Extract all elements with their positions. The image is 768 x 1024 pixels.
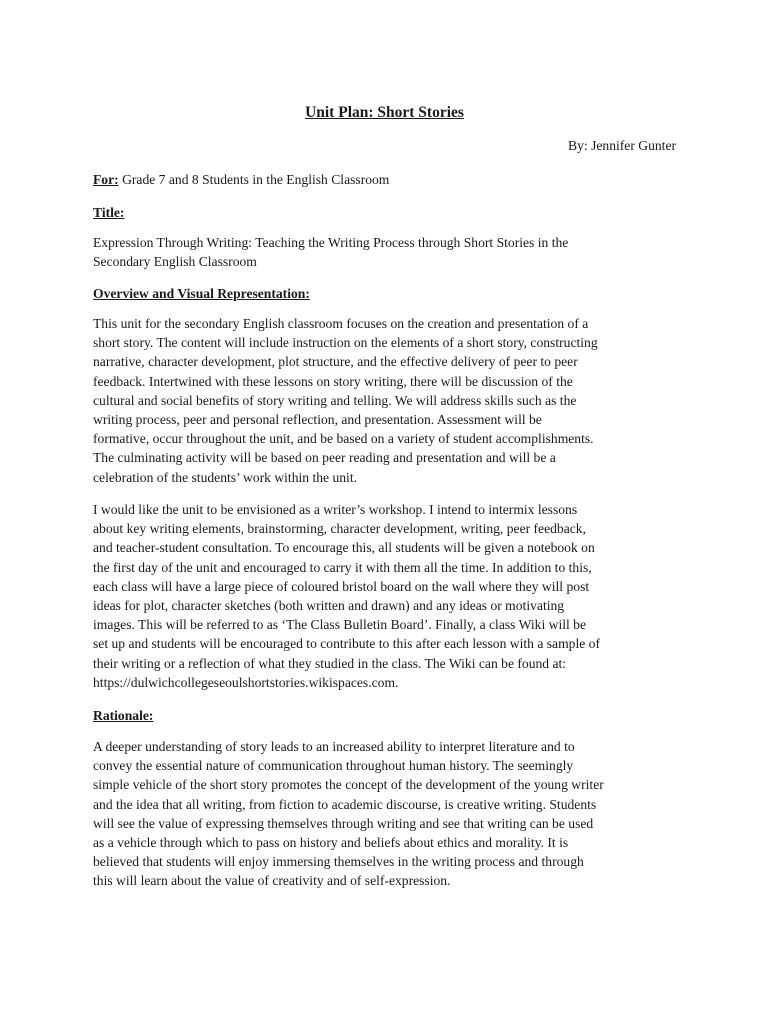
author-line: By: Jennifer Gunter xyxy=(568,138,676,153)
for-text: Grade 7 and 8 Students in the English Classroom xyxy=(118,172,390,187)
for-label: For: xyxy=(93,172,119,187)
audience-line xyxy=(93,170,676,189)
title-heading: Title: xyxy=(93,205,125,220)
overview-paragraph: This unit for the secondary English classroom focuses on the creation and presentation of a short story. The content will include instruction on the elements of a short story, constructing narrative, character development, plot structure, and the effective delivery of peer to peer feedback. Intertwined with these lessons on story writing, there will be discussion of the cultural and social benefits of story writing and telling. We will address skills such as the writing process, peer and personal reflection, and presentation. Assessment will be formative, occur throughout the unit, and be based on a variety of student accomplishments. The culminating activity will be based on peer reading and presentation and will be a celebration of the students’ work within the unit. xyxy=(93,316,598,485)
document-title: Unit Plan: Short Stories xyxy=(305,104,464,121)
workshop-paragraph: I would like the unit to be envisioned as a writer’s workshop. I intend to intermix lessons about key writing elements, brainstorming, character development, writing, peer feedback, and teacher-student consultation. To encourage this, all students will be given a notebook on the first day of the unit and encouraged to carry it with them all the time. In addition to this, each class will have a large piece of coloured bristol board on the wall where they will post ideas for plot, character sketches (both written and drawn) and any ideas or motivating images. This will be referred to as ‘The Class Bulletin Board’. Finally, a class Wiki will be set up and students will be encouraged to contribute to this after each lesson with a sample of their writing or a reflection of what they studied in the class. The Wiki can be found at: https://dulwichcollegeseoulshortstories.wikispaces.com. xyxy=(93,502,600,690)
rationale-paragraph: A deeper understanding of story leads to an increased ability to interpret literature and to convey the essential nature of communication throughout human history. The seemingly simple vehicle of the short story promotes the concept of the development of the young writer and the idea that all writing, from fiction to academic discourse, is creative writing. Students will see the value of expressing themselves through writing and see that writing can be used as a vehicle through which to pass on history and beliefs about ethics and morality. It is believed that students will enjoy immersing themselves in the writing process and through this will learn about the value of creativity and of self-expression. xyxy=(93,739,604,889)
rationale-heading: Rationale: xyxy=(93,708,154,723)
overview-heading: Overview and Visual Representation: xyxy=(93,286,310,301)
unit-title-text: Expression Through Writing: Teaching the Writing Process through Short Stories in the Secondary English Classroom xyxy=(93,235,569,270)
